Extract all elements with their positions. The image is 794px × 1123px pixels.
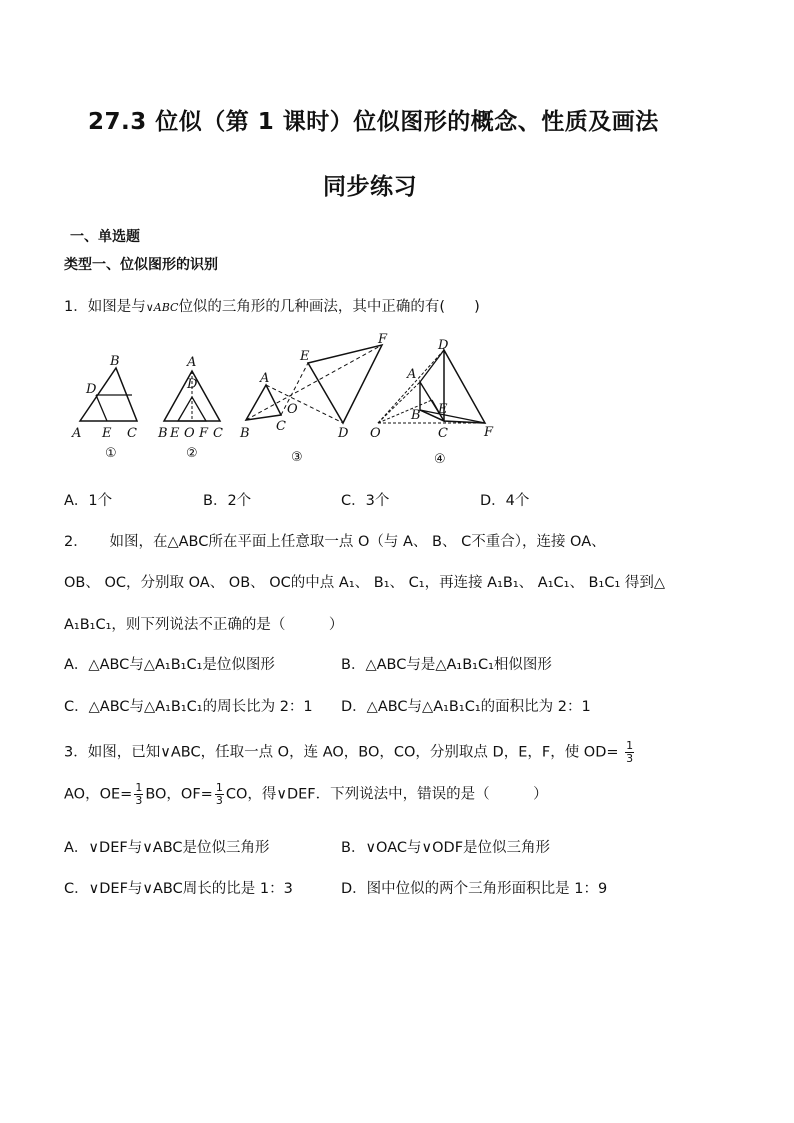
q2-line2: OB、 OC，分别取 OA、 OB、 OC的中点 A₁、 B₁、 C₁，再连接 A₁B₁、 A₁C₁、 B₁C₁ 得到△ <box>64 575 666 591</box>
fraction-one-third: $\frac{1}{3}$ <box>215 781 223 807</box>
svg-text:D: D <box>86 382 97 397</box>
fraction-one-third: $\frac{1}{3}$ <box>626 739 634 765</box>
doc-title-line1: 27.3 位似（第 1 课时）位似图形的概念、性质及画法 <box>88 109 659 135</box>
svg-text:B: B <box>110 354 120 369</box>
svg-text:E: E <box>438 402 448 417</box>
q2-option-d[interactable]: D．△ABC与△A₁B₁C₁的面积比为 2：1 <box>341 699 591 715</box>
svg-text:D: D <box>438 338 449 353</box>
svg-text:E: E <box>102 426 112 441</box>
q1-figures <box>60 325 510 470</box>
svg-text:E: E <box>300 349 310 364</box>
svg-text:A: A <box>407 367 417 382</box>
svg-text:O: O <box>184 426 195 441</box>
q1-option-b[interactable]: B．2个 <box>203 493 252 509</box>
svg-text:F: F <box>199 426 209 441</box>
q3-line2-c: CO，得∨DEF．下列说法中，错误的是（ ） <box>225 786 548 803</box>
q2-option-a[interactable]: A．△ABC与△A₁B₁C₁是位似图形 <box>64 657 275 673</box>
svg-text:A: A <box>187 355 197 370</box>
figure-1-label: ① <box>105 446 117 461</box>
svg-text:B: B <box>411 408 421 423</box>
q1-option-d[interactable]: D．4个 <box>480 493 530 509</box>
figure-4-label: ④ <box>434 452 446 467</box>
q3-line2-b: BO，OF= <box>145 786 213 803</box>
q3-line2 <box>64 782 548 807</box>
svg-text:D: D <box>338 426 349 441</box>
q1-option-a[interactable]: A．1个 <box>64 493 113 509</box>
svg-text:A: A <box>72 426 82 441</box>
svg-text:A: A <box>260 371 270 386</box>
q1-stem-a: 1．如图是与 <box>64 299 146 315</box>
q3-line1 <box>64 740 636 765</box>
svg-text:F: F <box>484 425 494 440</box>
svg-text:O: O <box>287 402 298 417</box>
q1-stem <box>64 295 480 316</box>
figure-3-label: ③ <box>291 450 303 465</box>
figure-3 <box>239 332 388 465</box>
q2-line3: A₁B₁C₁，则下列说法不正确的是（ ） <box>64 617 344 633</box>
q3-option-b[interactable]: B．∨OAC与∨ODF是位似三角形 <box>341 840 551 856</box>
figure-1 <box>71 354 137 461</box>
q3-option-a[interactable]: A．∨DEF与∨ABC是位似三角形 <box>64 840 270 856</box>
q1-stem-b: 位似的三角形的几种画法，其中正确的有( ) <box>178 299 480 315</box>
svg-text:B: B <box>240 426 250 441</box>
svg-text:E: E <box>170 426 180 441</box>
svg-text:F: F <box>378 332 388 347</box>
svg-text:B: B <box>158 426 168 441</box>
q3-line2-a: AO，OE= <box>64 786 133 803</box>
q3-option-d[interactable]: D．图中位似的两个三角形面积比是 1：9 <box>341 881 608 897</box>
svg-text:D: D <box>187 377 198 392</box>
doc-title-line2: 同步练习 <box>323 174 417 200</box>
fraction-one-third: $\frac{1}{3}$ <box>135 781 143 807</box>
q2-option-b[interactable]: B．△ABC与是△A₁B₁C₁相似图形 <box>341 657 552 673</box>
q1-option-c[interactable]: C．3个 <box>341 493 390 509</box>
q3-line1-text: 3．如图，已知∨ABC，任取一点 O，连 AO，BO，CO，分别取点 D，E，F，使 OD= <box>64 744 619 761</box>
figure-2 <box>157 355 223 461</box>
figure-4 <box>370 338 494 467</box>
q2-line1: 2． 如图，在△ABC所在平面上任意取一点 O（与 A、 B、 C不重合），连接 OA、 <box>64 534 606 550</box>
section-heading: 一、单选题 <box>70 229 140 245</box>
q2-option-c[interactable]: C．△ABC与△A₁B₁C₁的周长比为 2：1 <box>64 699 313 715</box>
svg-text:C: C <box>213 426 223 441</box>
svg-text:O: O <box>370 426 381 441</box>
svg-text:C: C <box>276 419 286 434</box>
q3-option-c[interactable]: C．∨DEF与∨ABC周长的比是 1：3 <box>64 881 293 897</box>
q1-stem-symbol: ∨ABC <box>145 301 179 314</box>
figure-2-label: ② <box>186 446 198 461</box>
svg-text:C: C <box>127 426 137 441</box>
type-heading: 类型一、位似图形的识别 <box>64 257 218 273</box>
svg-text:C: C <box>438 426 448 441</box>
